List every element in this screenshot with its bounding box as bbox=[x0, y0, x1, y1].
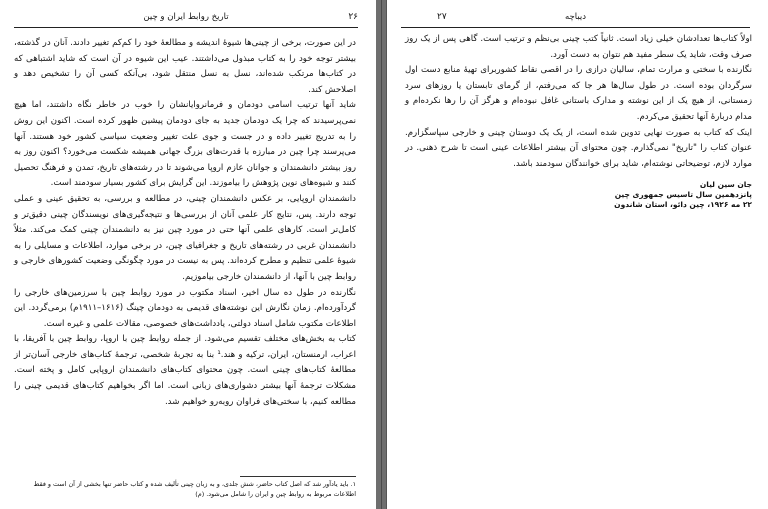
right-running-title: دیباچه bbox=[564, 12, 587, 22]
left-paragraph-3: دانشمندان اروپایی، بر عکس دانشمندان چینی، در مطالعه و بررسی، به تحقیق عینی و عملی توجه دارند. پس، نتایج کار علمی آنان از بررسی‌ها و نتیجه‌گیری‌های نویسندگان چینی دقیق‌تر و کامل‌تر است. کارهای علمی آنها حتی در مورد چین نیز به دانشمندان چینی کمک می‌کند. مثلاً دانشمندان غربی در رشته‌های تاریخ و جغرافیای چین، در برخی موارد، اطلاعات و مسایلی را به شیوهٔ علمی تنظیم و مطرح کرده‌اند. پس به نیست در مورد چگونگی وضعیت کشورهای خارجی و روابط چین با آنها، از دانشمندان خارجی بیاموزیم. bbox=[14, 193, 356, 282]
right-paragraph-2: نگارنده با سختی و مرارت تمام، سالیان درازی را در اقصی نقاط کشوربرای تهیهٔ منابع دست اول سرگردان بوده است. در طول سال‌ها هر جا که می‌رفتم، از گرمای تابستان یا روزهای سرد زمستانی، از هیچ یک از این نوشته و مدارک باستانی غافل نبوده‌ام و هرگز آن را رها نکرده‌ام و مدام دربارهٔ آنها تحقیق می‌کردم. bbox=[405, 65, 752, 122]
signature-line-1: پانزدهمین سال تاسیس جمهوری چین bbox=[614, 190, 752, 200]
left-page-number: ۲۶ bbox=[348, 12, 358, 22]
right-body-text bbox=[405, 32, 752, 210]
left-page bbox=[0, 0, 376, 509]
left-running-title: تاریخ روابط ایران و چین bbox=[143, 12, 229, 22]
left-paragraph-1: در این صورت، برخی از چینی‌ها شیوهٔ اندیشه و مطالعهٔ خود را کم‌کم تغییر دادند. آنان در گذشته، بیشتر توجه خود را به کتاب مبذول می‌داشتند. عیب این شیوه در آن است که شاید اشتباهی که در کتاب‌ها مرتکب شده‌اند، نسل به نسل منتقل شود، بی‌آنکه کسی آن را تشخیص دهد و اصلاحش کند. bbox=[14, 38, 356, 95]
signature-block bbox=[405, 180, 752, 210]
left-paragraph-5: کتاب به بخش‌های مختلف تقسیم می‌شود. از جمله روابط چین با اروپا، روابط چین با آفریقا، با اعراب، ارمنستان، ایران، ترکیه و هند.¹ بنا به تجربهٔ شخصی، ترجمهٔ کتاب‌های خارجی آسان‌تر از مطالعهٔ کتاب‌های چینی است. چون محتوای کتاب‌های دانشمندان اروپایی کامل و پخته است. مشکلات ترجمهٔ آنها بیشتر دشواری‌های زبانی است. اما اگر بخواهیم کتاب‌های قدیمی چینی را مطالعه کنیم، با سختی‌های فراوان روبه‌رو خواهیم شد. bbox=[14, 334, 356, 407]
left-paragraph-4: نگارنده در طول ده سال اخیر، اسناد مکتوب در مورد روابط چین با سرزمین‌های خارجی را گردآورده‌ام. زمان نگارش این نوشته‌های قدیمی به دودمان چینگ (۱۶۱۶–۱۹۱۱م) برمی‌گردد. این اطلاعات مکتوب شامل اسناد دولتی، یادداشت‌های خصوصی، مقالات علمی و غیره است. bbox=[14, 287, 357, 329]
signature-name: جان سین لیان bbox=[699, 180, 752, 190]
right-header-rule bbox=[401, 27, 750, 28]
left-paragraph-2: شاید آنها ترتیب اسامی دودمان و فرمانروایانشان را خوب در خاطر نگاه داشتند، اما هیچ نمی‌پرسیدند که چرا یک دودمان جدید به جای دودمان پیشین ظهور کرده است. اکنون این روش را به تدریج تغییر داده و در جست و جوی علت تغییر وضعیت سیاسی کشور خود هستند. آنها می‌پرسند چرا چین در مبارزه با قدرت‌های بزرگ جهانی همیشه شکست می‌خورد؟ اکنون روز به روز بیشتر دانشمندان و جوانان عازم اروپا می‌شوند تا در رشته‌های تاریخ، تمدن و فرهنگ تحصیل کنند و شیوه‌های نوین پژوهش را بیاموزند. این گرایش برای کشور بسیار سودمند است. bbox=[14, 100, 356, 189]
left-page-header bbox=[14, 12, 358, 26]
left-header-rule bbox=[14, 27, 358, 28]
page-gutter bbox=[376, 0, 387, 509]
right-page-header bbox=[401, 12, 750, 26]
right-page-number: ۲۷ bbox=[437, 12, 447, 22]
footnote-rule bbox=[240, 476, 356, 477]
signature-line-2: ۲۲ مه ۱۹۲۶، چین دائو، استان شاندون bbox=[614, 200, 752, 210]
left-body-text bbox=[14, 36, 356, 410]
right-paragraph-3: اینک که کتاب به صورت نهایی تدوین شده است، از یک یک دوستان چینی و خارجی سپاسگزارم. عنوان کتاب را "تاریخ" نمی‌گذارم. چون محتوای آن بیشتر اطلاعات عینی است تا شرح ذهنی. در موارد لازم، توضیحاتی نوشته‌ام، شاید برای خوانندگان سودمند باشد. bbox=[405, 127, 752, 169]
right-page bbox=[387, 0, 768, 509]
right-paragraph-1: اولاً کتاب‌ها تعدادشان خیلی زیاد است. ثانیاً کتب چینی بی‌نظم و ترتیب است. گاهی پس از یک روز صرف وقت، شاید یک سطر مفید هم نتوان به دست آورد. bbox=[405, 34, 752, 60]
footnote: ۱. باید یادآور شد که اصل کتاب حاضر، شش جلدی، و به زبان چینی تألیف شده و کتاب حاضر تنها بخشی از آن است و فقط اطلاعات مربوط به روابط چین و ایران را شامل می‌شود. (م) bbox=[33, 480, 356, 498]
